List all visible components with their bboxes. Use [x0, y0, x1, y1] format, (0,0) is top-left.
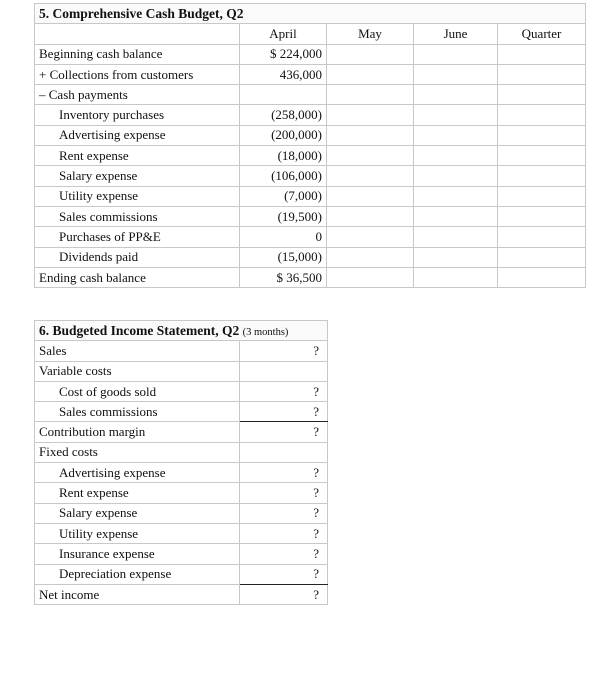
- cell-quarter[interactable]: [498, 227, 586, 247]
- cell-june[interactable]: [414, 146, 498, 166]
- col-header-april: April: [240, 24, 327, 44]
- table-row: [35, 125, 586, 145]
- cell-value[interactable]: ?: [240, 341, 328, 361]
- row-label: Rent expense: [35, 483, 240, 503]
- row-label: Contribution margin: [35, 422, 240, 442]
- cell-may[interactable]: [327, 64, 414, 84]
- table-row: [35, 247, 586, 267]
- cell-may[interactable]: [327, 85, 414, 105]
- income-statement-title-text: 6. Budgeted Income Statement, Q2: [39, 322, 240, 338]
- row-label: Salary expense: [35, 166, 240, 186]
- cell-quarter[interactable]: [498, 166, 586, 186]
- row-label: Utility expense: [35, 186, 240, 206]
- cell-june[interactable]: [414, 85, 498, 105]
- table-row: [35, 584, 328, 604]
- cell-value[interactable]: ?: [240, 381, 328, 401]
- col-header-june: June: [414, 24, 498, 44]
- cell-value[interactable]: ?: [240, 422, 328, 442]
- cell-value[interactable]: ?: [240, 483, 328, 503]
- cell-quarter[interactable]: [498, 64, 586, 84]
- cell-may[interactable]: [327, 166, 414, 186]
- table-row: [35, 361, 328, 381]
- cell-value[interactable]: [240, 442, 328, 462]
- cell-june[interactable]: [414, 105, 498, 125]
- row-label: Cost of goods sold: [35, 381, 240, 401]
- table-row: [35, 523, 328, 543]
- cell-june[interactable]: [414, 166, 498, 186]
- income-statement-table: [34, 320, 328, 605]
- cell-april[interactable]: (15,000): [240, 247, 327, 267]
- cell-april[interactable]: (106,000): [240, 166, 327, 186]
- cell-quarter[interactable]: [498, 267, 586, 287]
- income-statement-title: [35, 321, 328, 341]
- table-row: [35, 503, 328, 523]
- row-label: Rent expense: [35, 146, 240, 166]
- cash-budget-table: [34, 3, 586, 288]
- cell-value[interactable]: ?: [240, 503, 328, 523]
- cell-value[interactable]: ?: [240, 523, 328, 543]
- cell-quarter[interactable]: [498, 44, 586, 64]
- income-statement-subtitle: (3 months): [242, 326, 289, 338]
- cell-april[interactable]: (18,000): [240, 146, 327, 166]
- row-label: Variable costs: [35, 361, 240, 381]
- row-label: Fixed costs: [35, 442, 240, 462]
- row-label: Sales: [35, 341, 240, 361]
- cell-quarter[interactable]: [498, 146, 586, 166]
- table-row: [35, 186, 586, 206]
- cell-value[interactable]: ?: [240, 564, 328, 584]
- cell-quarter[interactable]: [498, 105, 586, 125]
- row-label: + Collections from customers: [35, 64, 240, 84]
- table-row: [35, 483, 328, 503]
- cell-quarter[interactable]: [498, 206, 586, 226]
- table-row: [35, 341, 328, 361]
- table-row: [35, 544, 328, 564]
- table-row: [35, 422, 328, 442]
- table-row: [35, 267, 586, 287]
- cell-june[interactable]: [414, 267, 498, 287]
- table-row: [35, 146, 586, 166]
- row-label: Sales commissions: [35, 206, 240, 226]
- table-row: [35, 85, 586, 105]
- table-row: [35, 381, 328, 401]
- header-blank: [35, 24, 240, 44]
- cell-april[interactable]: 0: [240, 227, 327, 247]
- cell-may[interactable]: [327, 206, 414, 226]
- cell-quarter[interactable]: [498, 125, 586, 145]
- cash-budget-header-row: [35, 24, 586, 44]
- row-label: Advertising expense: [35, 463, 240, 483]
- row-label: Ending cash balance: [35, 267, 240, 287]
- table-row: [35, 206, 586, 226]
- table-row: [35, 564, 328, 584]
- cell-quarter[interactable]: [498, 247, 586, 267]
- cell-june[interactable]: [414, 186, 498, 206]
- cell-may[interactable]: [327, 146, 414, 166]
- cell-april[interactable]: $ 224,000: [240, 44, 327, 64]
- cell-april[interactable]: (19,500): [240, 206, 327, 226]
- table-row: [35, 105, 586, 125]
- row-label: Depreciation expense: [35, 564, 240, 584]
- table-row: [35, 44, 586, 64]
- table-row: [35, 463, 328, 483]
- cell-april[interactable]: (258,000): [240, 105, 327, 125]
- cell-value[interactable]: ?: [240, 584, 328, 604]
- cell-may[interactable]: [327, 105, 414, 125]
- cell-value[interactable]: [240, 361, 328, 381]
- cell-quarter[interactable]: [498, 186, 586, 206]
- cell-may[interactable]: [327, 125, 414, 145]
- cell-april[interactable]: [240, 85, 327, 105]
- cell-april[interactable]: (200,000): [240, 125, 327, 145]
- table-row: [35, 166, 586, 186]
- row-label: Net income: [35, 584, 240, 604]
- row-label: Dividends paid: [35, 247, 240, 267]
- cell-april[interactable]: 436,000: [240, 64, 327, 84]
- table-row: [35, 402, 328, 422]
- cell-may[interactable]: [327, 247, 414, 267]
- row-label: – Cash payments: [35, 85, 240, 105]
- col-header-may: May: [327, 24, 414, 44]
- row-label: Advertising expense: [35, 125, 240, 145]
- cell-june[interactable]: [414, 44, 498, 64]
- cell-value[interactable]: ?: [240, 544, 328, 564]
- row-label: Beginning cash balance: [35, 44, 240, 64]
- cell-june[interactable]: [414, 64, 498, 84]
- cell-may[interactable]: [327, 186, 414, 206]
- cell-june[interactable]: [414, 247, 498, 267]
- row-label: Utility expense: [35, 523, 240, 543]
- cell-april[interactable]: (7,000): [240, 186, 327, 206]
- cell-june[interactable]: [414, 206, 498, 226]
- cell-may[interactable]: [327, 227, 414, 247]
- table-row: [35, 442, 328, 462]
- cell-june[interactable]: [414, 227, 498, 247]
- cell-quarter[interactable]: [498, 85, 586, 105]
- row-label: Purchases of PP&E: [35, 227, 240, 247]
- cell-june[interactable]: [414, 125, 498, 145]
- cell-value[interactable]: ?: [240, 463, 328, 483]
- cash-budget-title: 5. Comprehensive Cash Budget, Q2: [35, 4, 586, 24]
- cell-value[interactable]: ?: [240, 402, 328, 422]
- cell-may[interactable]: [327, 44, 414, 64]
- row-label: Inventory purchases: [35, 105, 240, 125]
- cell-may[interactable]: [327, 267, 414, 287]
- row-label: Salary expense: [35, 503, 240, 523]
- table-row: [35, 64, 586, 84]
- table-row: [35, 227, 586, 247]
- row-label: Sales commissions: [35, 402, 240, 422]
- col-header-quarter: Quarter: [498, 24, 586, 44]
- cell-april[interactable]: $ 36,500: [240, 267, 327, 287]
- row-label: Insurance expense: [35, 544, 240, 564]
